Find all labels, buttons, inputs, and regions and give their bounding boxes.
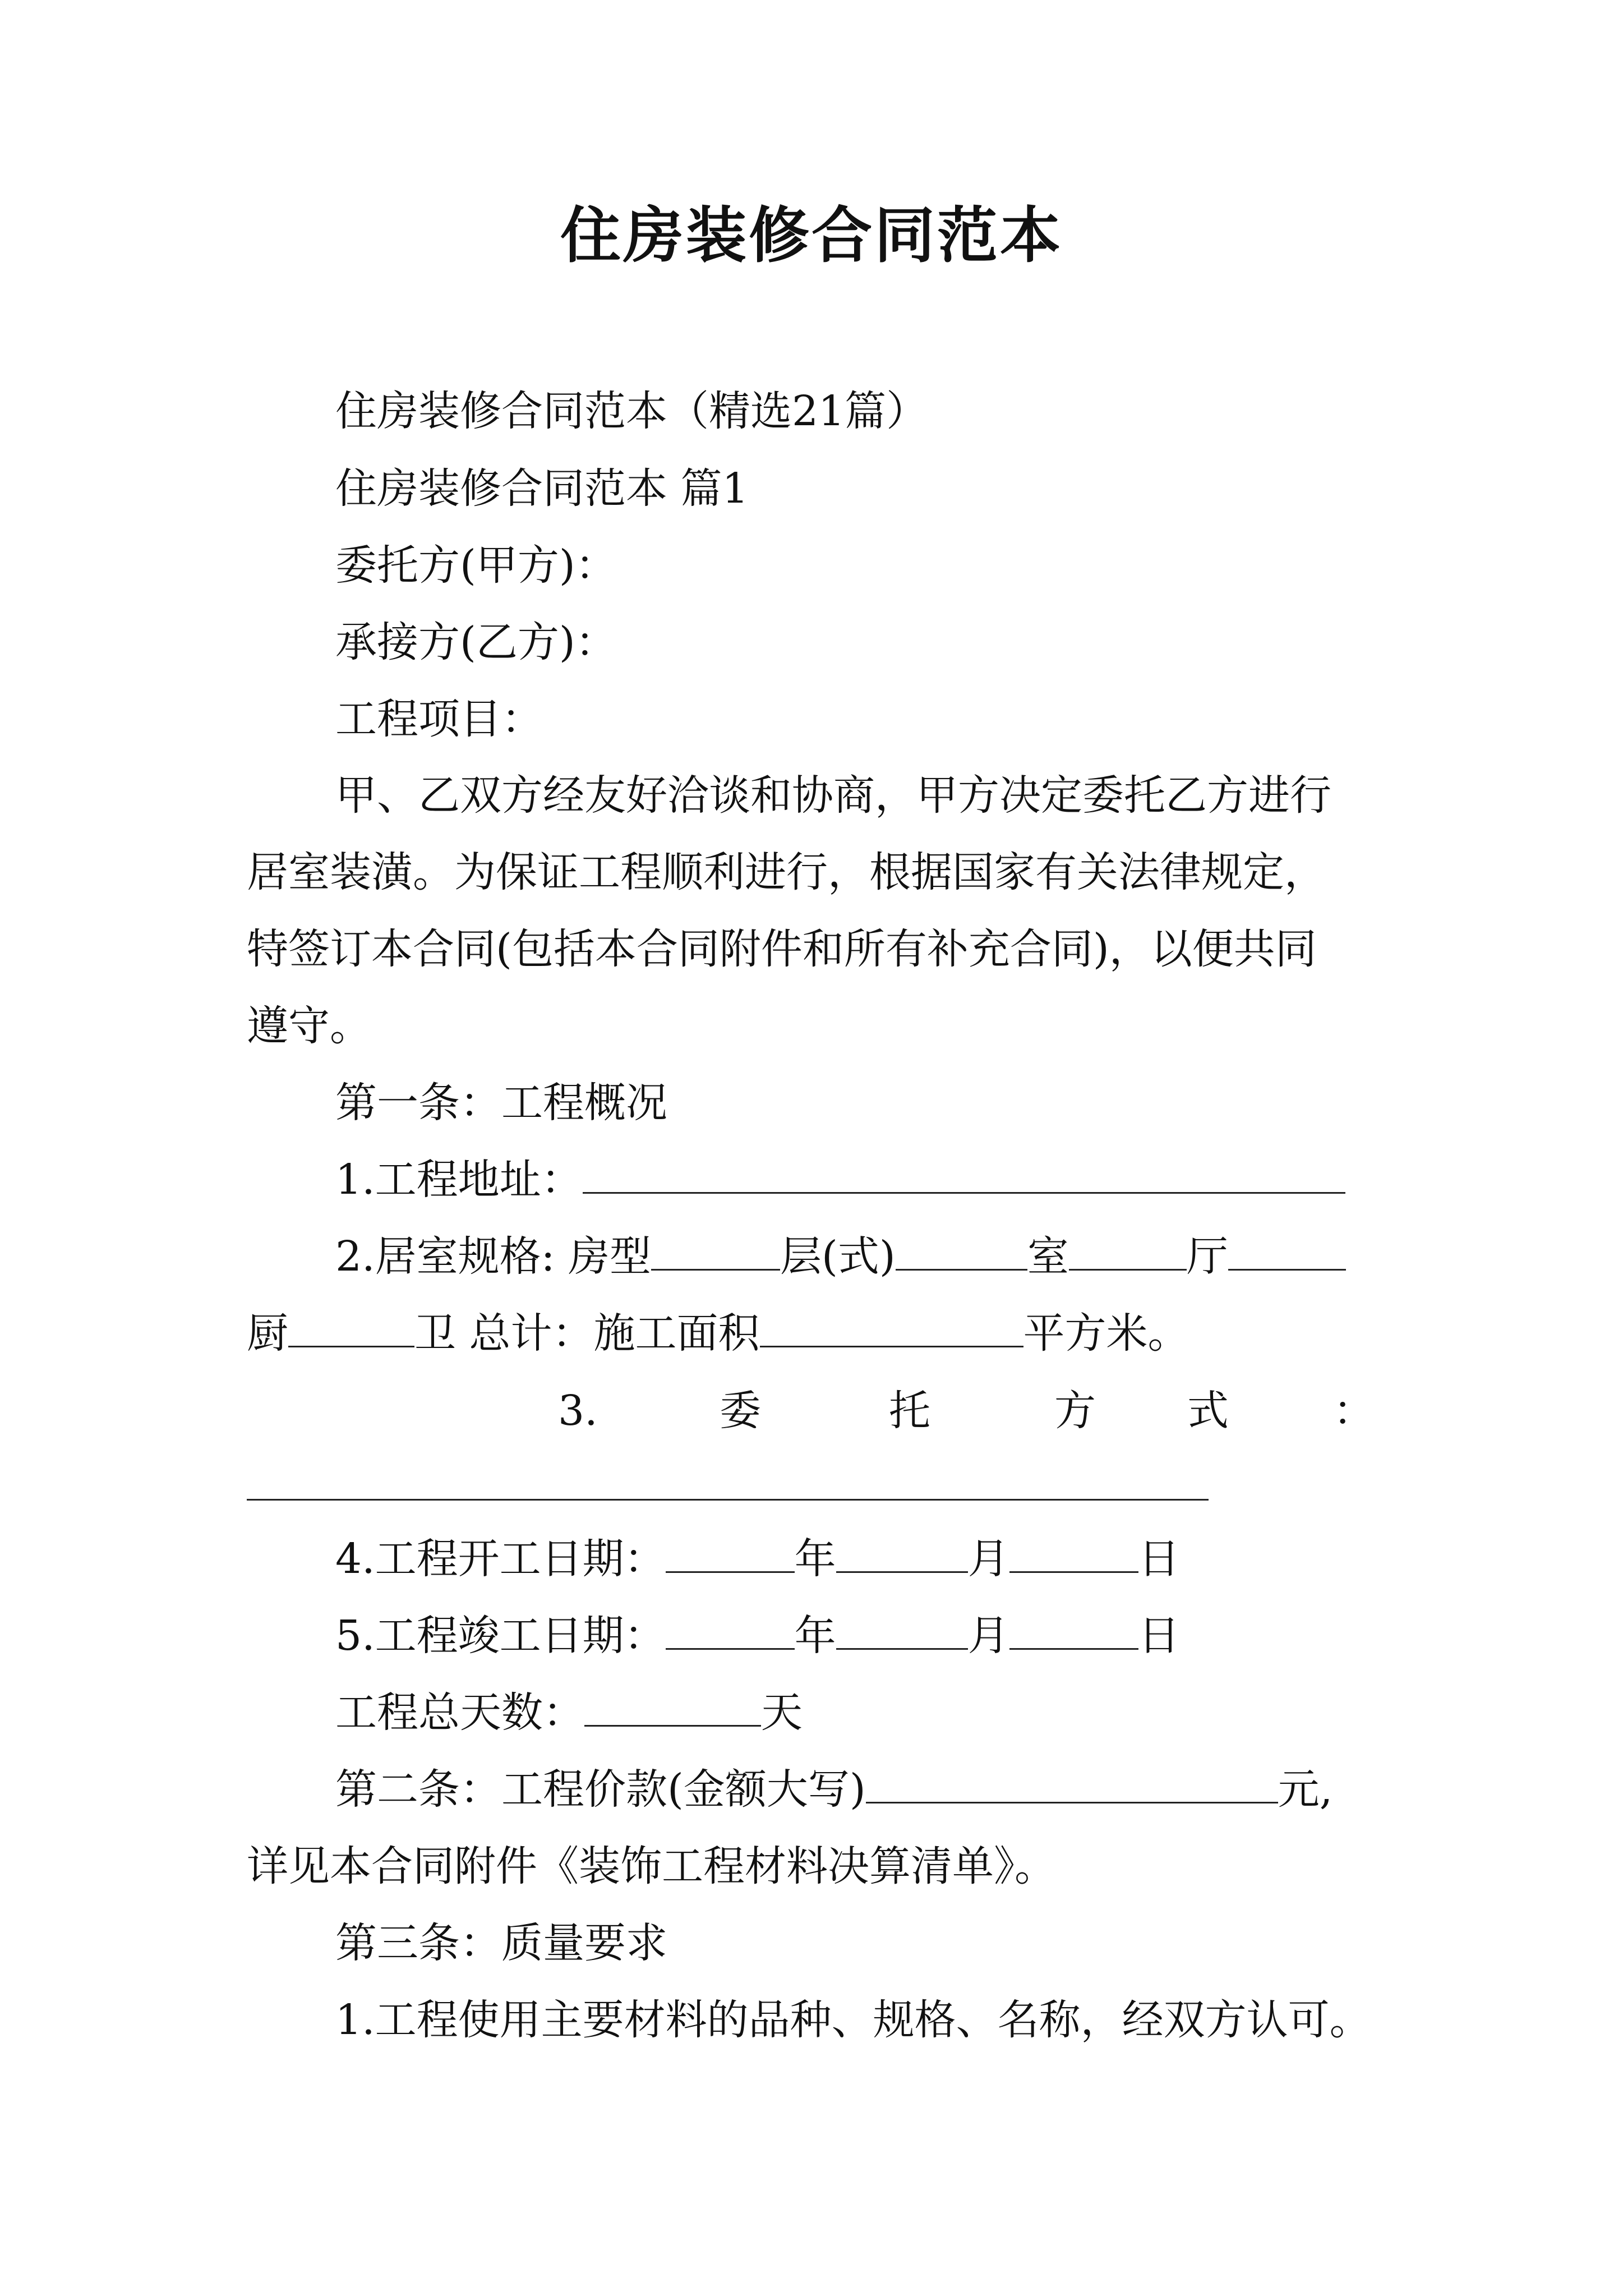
start-month-blank[interactable]	[836, 1531, 968, 1573]
hall-label: 厅	[1186, 1232, 1228, 1281]
floor-label: 层(式)	[780, 1232, 896, 1281]
end-year-blank[interactable]	[666, 1608, 795, 1650]
area-unit: 平方米。	[1023, 1309, 1189, 1358]
address-label: 1.工程地址：	[335, 1156, 583, 1204]
start-date-line	[0, 1528, 1623, 1590]
price-blank[interactable]	[866, 1761, 1278, 1803]
commission-char-3: 方	[1054, 1387, 1096, 1435]
commission-method-line	[0, 1380, 1623, 1442]
commission-char-2: 托	[889, 1387, 930, 1435]
end-date-label: 5.工程竣工日期：	[335, 1612, 666, 1660]
article-3-heading: 第三条：质量要求	[335, 1919, 667, 1967]
article-1-heading: 第一条：工程概况	[335, 1079, 667, 1127]
spec-label: 2.居室规格: 房型	[335, 1232, 652, 1281]
project-line: 工程项目：	[335, 695, 543, 743]
room-label: 室	[1027, 1232, 1069, 1281]
house-type-blank[interactable]	[651, 1228, 780, 1271]
party-a-line: 委托方(甲方)：	[335, 541, 617, 590]
section-heading: 住房装修合同范本 篇1	[335, 464, 749, 513]
end-date-line	[0, 1605, 1623, 1667]
start-year-label: 年	[794, 1535, 836, 1583]
start-month-label: 月	[967, 1535, 1009, 1583]
end-month-blank[interactable]	[836, 1608, 968, 1650]
article-2-detail: 详见本合同附件《装饰工程材料决算清单》。	[247, 1842, 1056, 1890]
kitchen-blank[interactable]	[288, 1305, 414, 1347]
commission-colon: ：	[1333, 1387, 1375, 1435]
article-3-item-1: 1.工程使用主要材料的品种、规格、名称，经双方认可。	[335, 1996, 1371, 2044]
article-2-label: 第二条：工程价款(金额大写)	[335, 1765, 866, 1814]
subtitle: 住房装修合同范本（精选21篇）	[335, 387, 928, 435]
floor-blank[interactable]	[896, 1228, 1027, 1271]
spec-line	[0, 1226, 1623, 1287]
start-day-blank[interactable]	[1009, 1531, 1138, 1573]
party-b-line: 承接方(乙方)：	[335, 618, 617, 666]
start-year-blank[interactable]	[666, 1531, 795, 1573]
area-blank[interactable]	[760, 1305, 1023, 1347]
commission-char-4: 式	[1187, 1387, 1229, 1435]
price-unit: 元,	[1278, 1765, 1333, 1814]
end-day-blank[interactable]	[1009, 1608, 1138, 1650]
spec-line-2	[0, 1303, 1623, 1364]
end-month-label: 月	[967, 1612, 1009, 1660]
address-blank[interactable]	[583, 1152, 1345, 1194]
article-2-line	[0, 1759, 1623, 1820]
intro-line-3: 特签订本合同(包括本合同附件和所有补充合同)，以便共同	[247, 925, 1317, 973]
intro-line-1: 甲、乙双方经友好洽谈和协商，甲方决定委托乙方进行	[335, 771, 1331, 820]
start-day-label: 日	[1138, 1535, 1180, 1583]
total-days-label: 工程总天数：	[335, 1688, 584, 1737]
intro-line-4: 遵守。	[247, 1002, 371, 1050]
end-year-label: 年	[794, 1612, 836, 1660]
room-blank[interactable]	[1069, 1228, 1187, 1271]
hall-blank[interactable]	[1228, 1228, 1346, 1271]
document-title: 住房装修合同范本	[560, 200, 1063, 271]
intro-line-2: 居室装潢。为保证工程顺利进行，根据国家有关法律规定，	[247, 848, 1326, 896]
total-days-line	[0, 1682, 1623, 1743]
commission-char-1: 委	[720, 1387, 761, 1435]
bath-area-label: 卫 总计：施工面积	[414, 1309, 760, 1358]
start-date-label: 4.工程开工日期：	[335, 1535, 666, 1583]
commission-method-blank[interactable]	[247, 1499, 1209, 1501]
address-line	[0, 1149, 1623, 1211]
kitchen-label: 厨	[247, 1309, 288, 1358]
total-days-blank[interactable]	[584, 1685, 761, 1727]
commission-number: 3.	[558, 1387, 598, 1435]
end-day-label: 日	[1138, 1612, 1180, 1660]
total-days-unit: 天	[761, 1688, 803, 1737]
